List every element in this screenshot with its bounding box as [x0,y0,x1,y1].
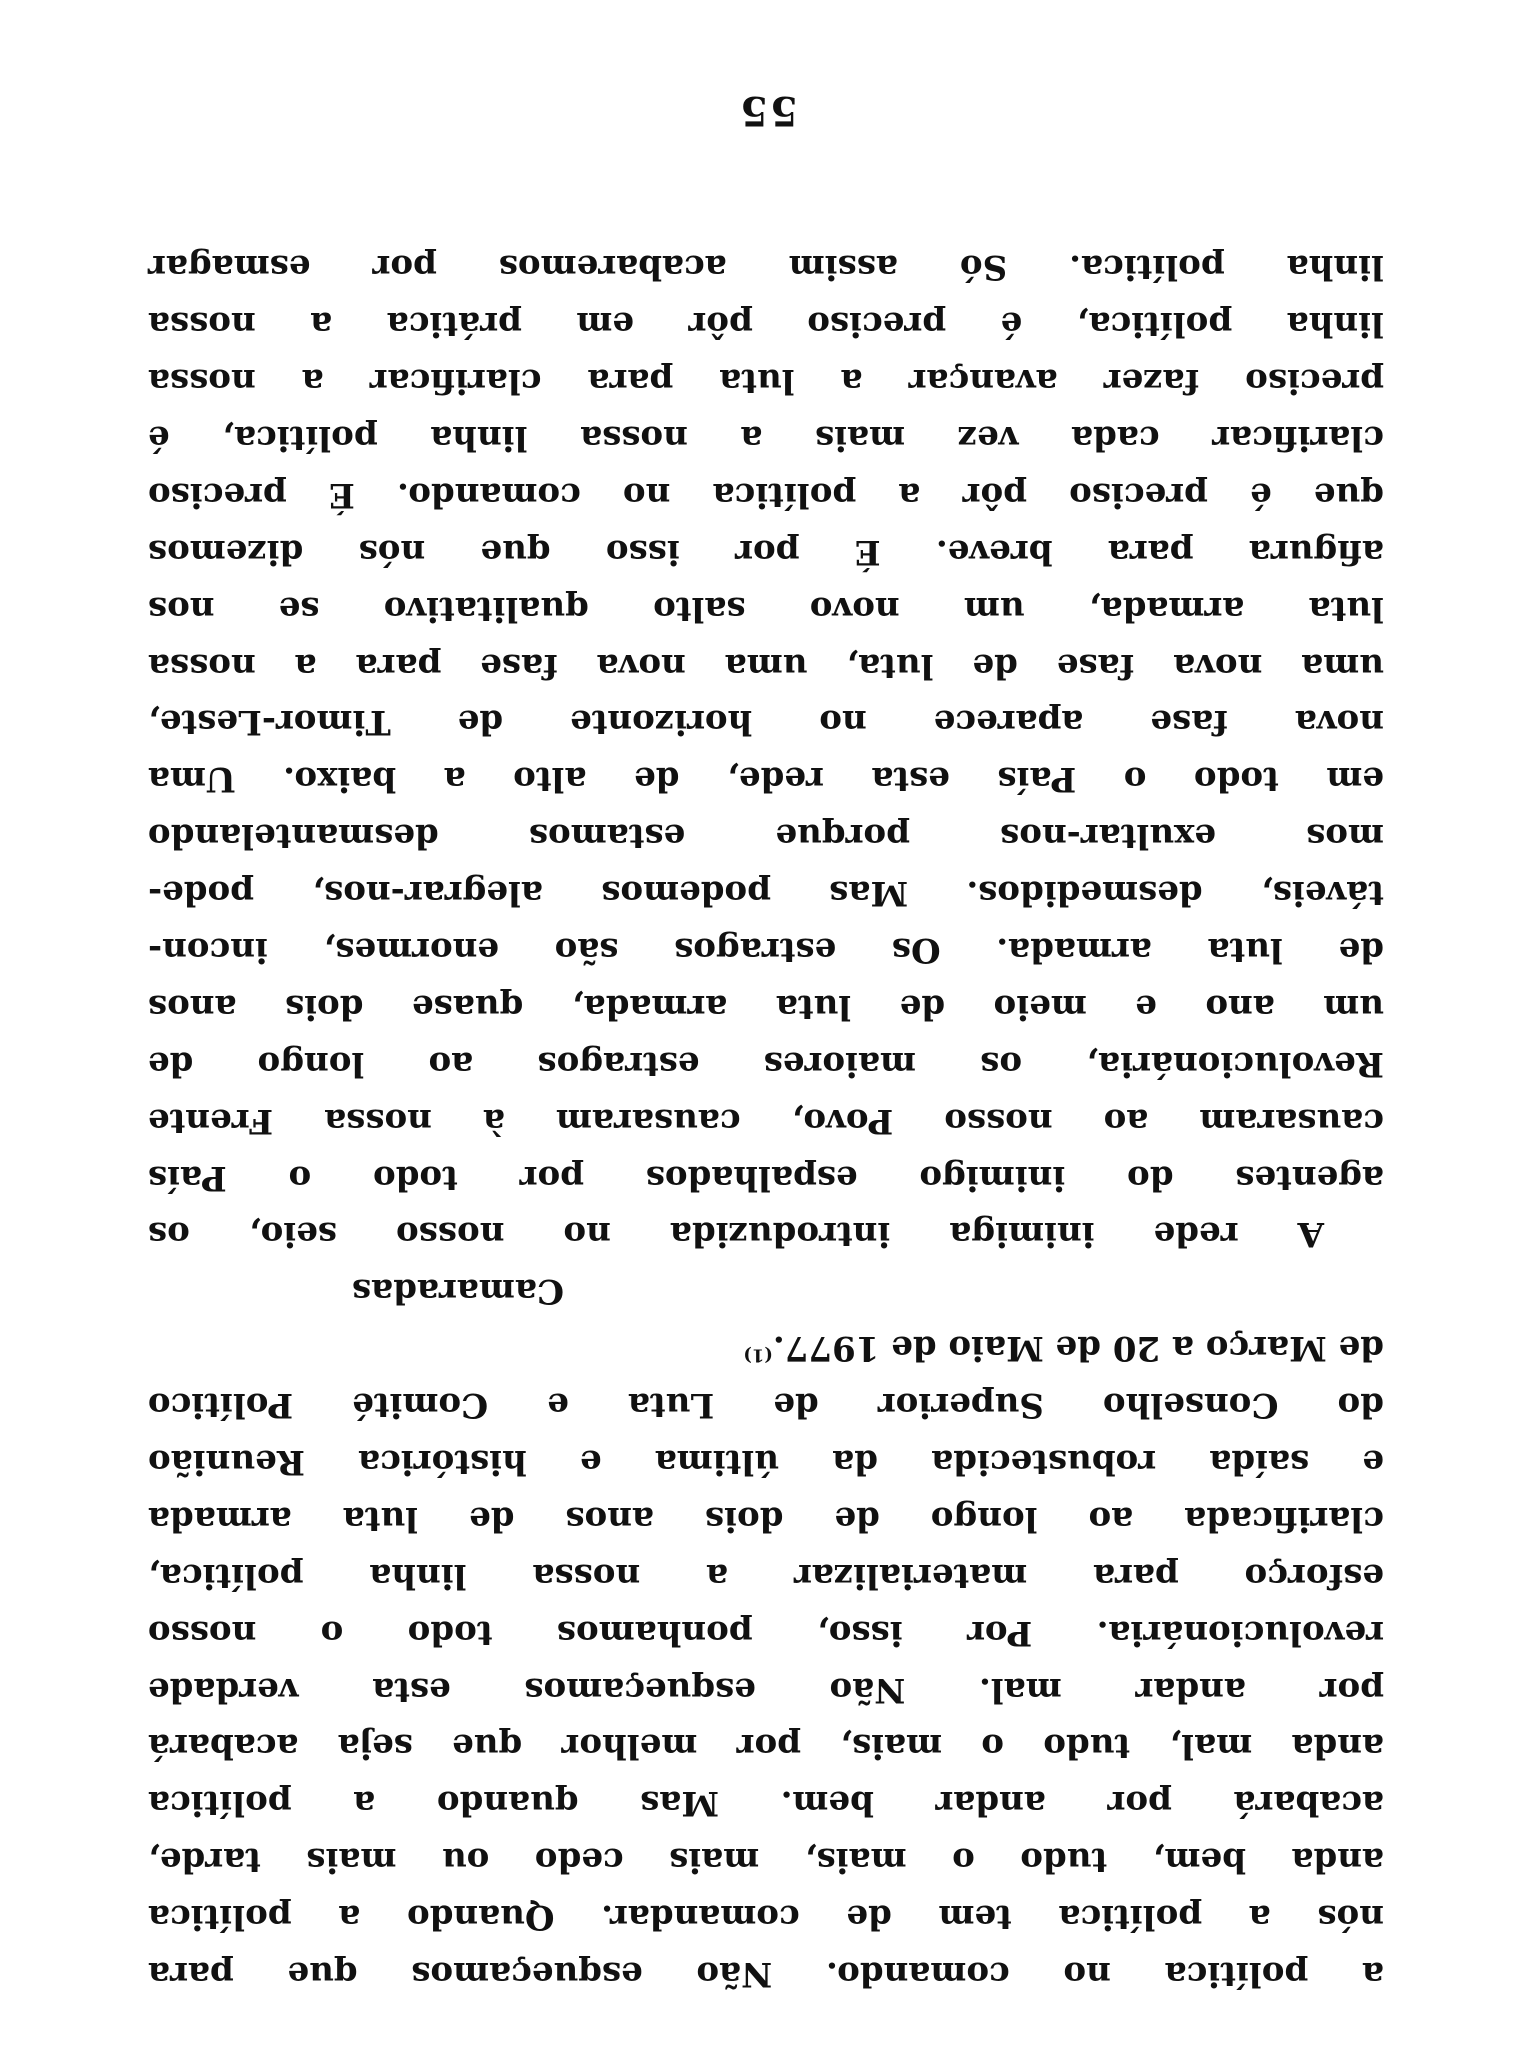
line-text: acabará por andar bem. Mas quando a política [148,1783,1384,1824]
text-line [148,978,1384,1035]
line-text: a política no comando. Não esqueçamos que para [148,1954,1384,1994]
text-line [148,1945,1384,2002]
text-line [148,1888,1384,1945]
text-line [148,1433,1384,1490]
line-text: A rede inimiga introduzida no nosso seio, os [148,1214,1324,1255]
line-text: clarificar cada vez mais a nossa linha política, é [148,417,1384,458]
page-number: 55 [738,87,798,134]
text-line [148,238,1384,295]
text-line [148,864,1384,921]
text-line [148,409,1384,466]
text-line [148,750,1384,807]
line-text: linha política. Só assim acabaremos por esmagar [148,247,1384,288]
line-text: clarificada ao longo de dois anos de luta armada [148,1498,1384,1539]
line-text: Revolucionária, os maiores estragos ao longo de [148,1043,1384,1084]
line-text: luta armada, um novo salto qualitativo se nos [148,588,1384,629]
text-line [148,1092,1384,1149]
text-line [148,1490,1384,1547]
text-line [148,580,1384,637]
text-line [148,1718,1384,1775]
line-text: um ano e meio de luta armada, quase dois anos [148,986,1384,1027]
section-heading [148,1262,1384,1319]
text-line [148,1206,1384,1263]
text-line [148,807,1384,864]
text-line [148,1376,1384,1433]
line-text: esforço para materializar a nossa linha política, [148,1555,1384,1596]
line-text: nova fase aparece no horizonte de Timor-Leste, [148,702,1384,743]
line-text: por andar mal. Não esqueçamos esta verdade [148,1669,1384,1710]
text-line [148,1035,1384,1092]
line-text: agentes do inimigo espalhados por todo o País [148,1157,1384,1198]
text-line [148,466,1384,523]
line-text: que é preciso pôr a política no comando. É preciso [148,474,1384,515]
footnote-marker: (1) [743,1344,773,1366]
line-text: nós a política tem de comandar. Quando a política [148,1897,1384,1938]
line-text: táveis, desmedidos. Mas podemos alegrar-nos, pode- [148,873,1384,914]
line-text: preciso fazer avançar a luta para clarificar a nossa [148,361,1384,402]
text-line [148,1604,1384,1661]
line-text: de Março a 20 de Maio de 1977. [772,1328,1384,1369]
line-text: anda bem, tudo o mais, mais cedo ou mais tarde, [148,1840,1384,1881]
line-text: mos exultar-nos porque estamos desmantelando [148,816,1384,857]
line-text: afigura para breve. É por isso que nós dizemos [148,531,1384,572]
line-text: revolucionária. Por isso, ponhamos todo o nosso [148,1612,1384,1653]
line-text: linha política, é preciso pôr em prática a nossa [148,304,1384,345]
text-line [148,1547,1384,1604]
text-line [148,921,1384,978]
line-text: em todo o País esta rede, de alto a baixo. Uma [148,759,1384,800]
text-line [148,1774,1384,1831]
text-line [148,295,1384,352]
line-text: anda mal, tudo o mais, por melhor que seja acabará [148,1726,1384,1767]
text-line [148,1831,1384,1888]
body-text [148,238,1384,2002]
text-line [148,1661,1384,1718]
line-text: de luta armada. Os estragos são enormes, incon- [148,929,1384,970]
text-line [148,523,1384,580]
text-line [148,1149,1384,1206]
text-line [148,1319,1384,1376]
line-text: Camaradas [352,1271,564,1312]
line-text: do Conselho Superior de Luta e Comité Político [148,1385,1384,1426]
text-line [148,637,1384,694]
text-line [148,694,1384,751]
line-text: causaram ao nosso Povo, causaram à nossa Frente [148,1100,1384,1141]
line-text: e saída robustecida da última e histórica Reunião [148,1441,1384,1482]
line-text: uma nova fase de luta, uma nova fase para a nossa [148,645,1384,686]
text-line [148,352,1384,409]
